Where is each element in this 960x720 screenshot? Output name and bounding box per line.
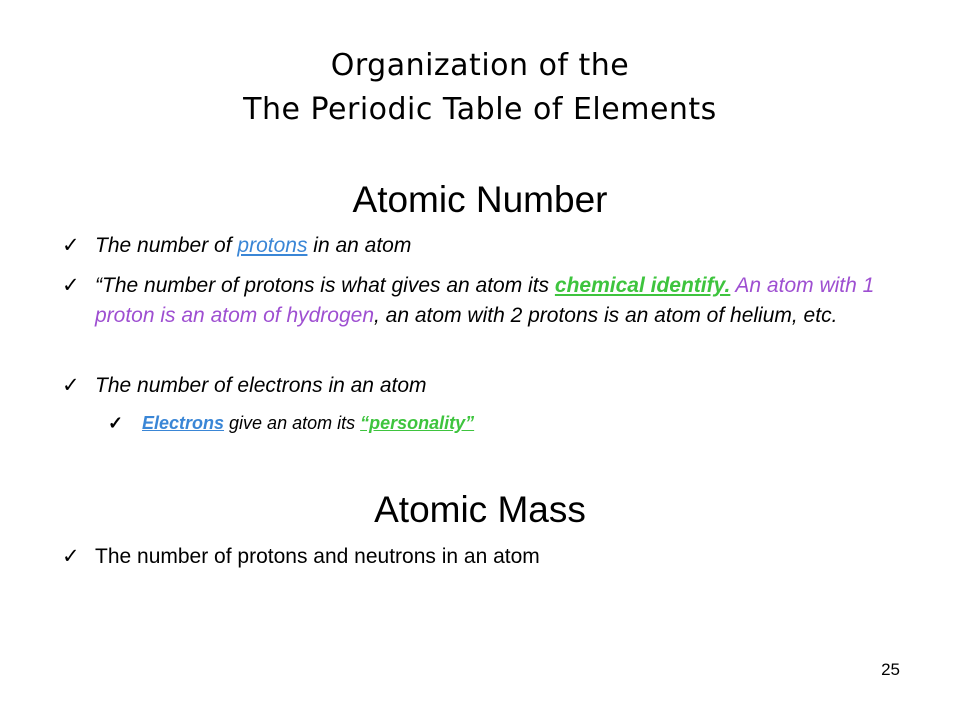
check-icon: ✓ [62, 234, 80, 257]
check-icon: ✓ [62, 274, 80, 297]
check-icon: ✓ [108, 413, 124, 433]
bullet-protons-neutrons [62, 542, 915, 572]
bullet-text: The number of protons and neutrons in an atom [95, 545, 540, 568]
protons-link[interactable]: protons [237, 234, 308, 257]
bullet-text: give an atom its [224, 413, 361, 433]
slide-title [0, 44, 960, 132]
chemical-identity-highlight: chemical identify. [554, 274, 731, 297]
check-icon: ✓ [62, 374, 80, 397]
bullet-text: “The number of protons is what gives an atom its [95, 274, 555, 297]
bullet-protons [62, 231, 915, 261]
sub-bullet-personality [108, 410, 922, 436]
bullet-electrons [62, 371, 915, 401]
bullet-text: , an atom with 2 protons is an atom of helium, etc. [374, 304, 838, 327]
bullet-text: The number of [95, 234, 238, 257]
heading-atomic-number: Atomic Number [352, 179, 608, 220]
check-icon: ✓ [62, 545, 80, 568]
bullet-text: in an atom [307, 234, 412, 257]
heading-atomic-mass: Atomic Mass [374, 489, 586, 530]
title-line-2: The Periodic Table of Elements [243, 92, 717, 127]
title-line-1: Organization of the [330, 48, 630, 83]
bullet-text: The number of electrons in an atom [95, 374, 427, 397]
hydrogen-text: An atom with 1 proton is an atom of hydrogen [95, 274, 875, 327]
electrons-link[interactable]: Electrons [142, 413, 225, 433]
bullet-chemical-identity [62, 271, 935, 331]
page-number: 25 [881, 660, 900, 679]
personality-highlight: “personality” [360, 413, 475, 433]
